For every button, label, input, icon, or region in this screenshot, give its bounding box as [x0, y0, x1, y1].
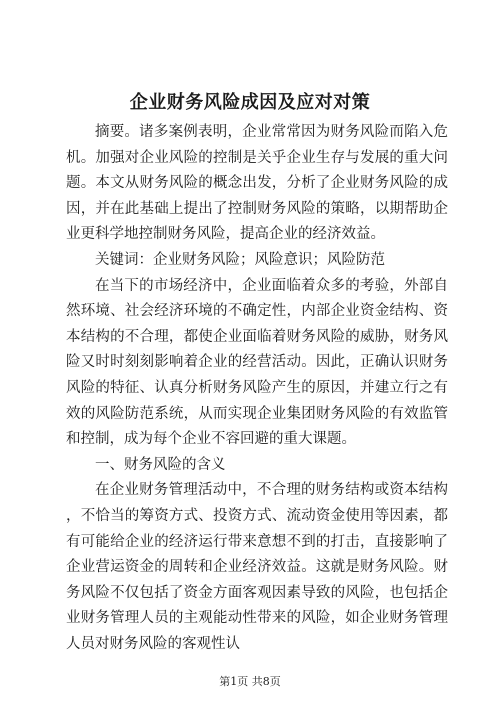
keywords-paragraph: 关键词：企业财务风险；风险意识；风险防范	[95, 251, 385, 268]
section-heading: 一、财务风险的含义	[95, 456, 226, 473]
abstract-paragraph: 摘要。诸多案例表明，企业常常因为财务风险而陷入危机。加强对企业风险的控制是关乎企业生存与发展的重大问题。本文从财务风险的概念出发，分析了企业财务风险的成因，并在此基础上提出了控制财务风险的策略，以期帮助企业更科学地控制财务风险，提高企业的经济效益。	[66, 124, 448, 243]
section-paragraph: 在企业财务管理活动中，不合理的财务结构或资本结构，不恰当的筹资方式、投资方式、流动资金使用等因素，都有可能给企业的经济运行带来意想不到的打击，直接影响了企业营运资金的周转和企业经济效益。这就是财务风险。财务风险不仅包括了资金方面客观因素导致的风险，也包括企业财务管理人员的主观能动性带来的风险，如企业财务管理人员对财务风险的客观性认	[66, 482, 448, 652]
intro-paragraph: 在当下的市场经济中，企业面临着众多的考验，外部自然环境、社会经济环境的不确定性，内部企业资金结构、资本结构的不合理，都使企业面临着财务风险的威胁，财务风险又时时刻刻影响着企业的经营活动。因此，正确认识财务风险的特征、认真分析财务风险产生的原因，并建立行之有效的风险防范系统，从而实现企业集团财务风险的有效监管和控制，成为每个企业不容回避的重大课题。	[66, 277, 448, 448]
document-body	[66, 120, 448, 657]
document-title: 企业财务风险成因及应对对策	[129, 92, 371, 113]
page-footer: 第1页 共8页	[219, 675, 281, 688]
